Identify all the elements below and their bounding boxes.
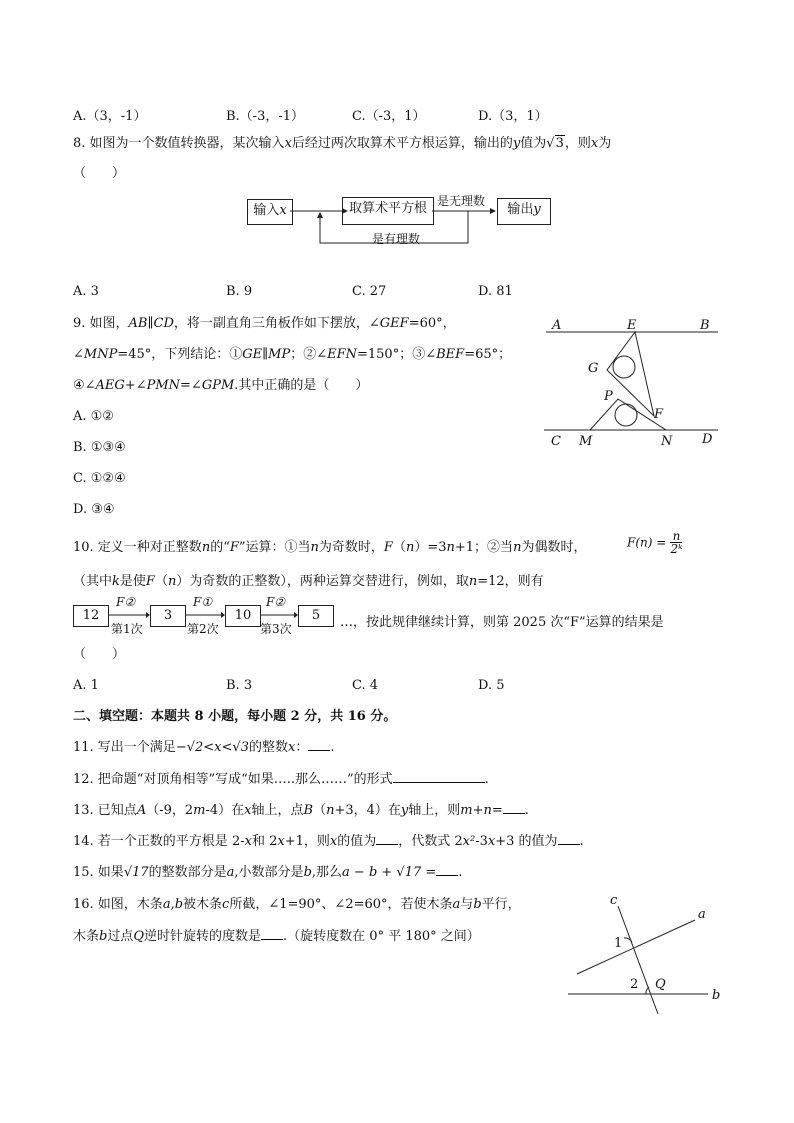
q10-chain-box-1: 12 bbox=[73, 605, 109, 627]
q9-label-f: F bbox=[654, 407, 664, 422]
q10-chain-box-3: 10 bbox=[225, 605, 261, 627]
q9-label-a: A bbox=[552, 318, 562, 333]
q16-answer-blank[interactable] bbox=[261, 939, 283, 940]
q8-option-d: D. 81 bbox=[478, 284, 513, 299]
q8-option-c: C. 27 bbox=[352, 284, 387, 299]
q9-label-c: C bbox=[551, 434, 561, 449]
section-2-title: 二、填空题：本题共 8 小题，每小题 2 分，共 16 分。 bbox=[73, 709, 397, 724]
q10-option-a: A. 1 bbox=[73, 678, 99, 693]
q14-answer-blank-2[interactable] bbox=[558, 844, 580, 845]
q8-paren: （ ） bbox=[73, 166, 126, 181]
q7-option-b: B.（-3，-1） bbox=[226, 109, 305, 124]
q9-label-d: D bbox=[702, 432, 713, 447]
q12-stem: 12. 把命题“对顶角相等”写成“如果…..那么……”的形式 . bbox=[73, 772, 489, 787]
q9-option-c: C. ①②④ bbox=[73, 471, 126, 486]
q9-stem-line1: 9. 如图，AB∥CD，将一副直角三角板作如下摆放，∠GEF=60°， bbox=[73, 316, 456, 331]
q10-formula: F(n) = $\frac{n}{\text{2ᵏ}}$ bbox=[627, 529, 683, 556]
q9-label-e: E bbox=[627, 318, 637, 333]
q8-input-box: 输入x bbox=[247, 199, 293, 225]
q7-option-d: D.（3，1） bbox=[478, 109, 548, 124]
q8-option-a: A. 3 bbox=[73, 284, 99, 299]
q15-stem: 15. 如果√17的整数部分是a,小数部分是b,那么a − b + √17 = . bbox=[73, 865, 463, 880]
q9-label-g: G bbox=[588, 361, 599, 376]
q9-label-n: N bbox=[661, 434, 673, 449]
q9-hole-lower bbox=[615, 404, 637, 426]
q10-stem-line1: 10. 定义一种对正整数n的“F”运算：①当n为奇数时，F（n）=3n+1；②当n为偶数时， bbox=[73, 540, 587, 555]
q8-rational-label: 是有理数 bbox=[372, 232, 421, 246]
q14-answer-blank-1[interactable] bbox=[376, 844, 398, 845]
q16-label-q: Q bbox=[655, 977, 666, 992]
q13-answer-blank[interactable] bbox=[503, 813, 525, 814]
q8-output-box: 输出y bbox=[497, 198, 551, 225]
q10-option-c: C. 4 bbox=[352, 678, 379, 693]
q10-step-3: 第3次 bbox=[260, 622, 292, 636]
q9-label-p: P bbox=[604, 389, 613, 404]
q10-op-1: F② bbox=[116, 595, 136, 609]
q11-answer-blank[interactable] bbox=[308, 750, 330, 751]
q9-option-a: A. ①② bbox=[73, 409, 114, 424]
q9-label-b: B bbox=[700, 318, 710, 333]
q16-label-c: c bbox=[610, 893, 618, 908]
q7-option-a: A.（3，-1） bbox=[73, 109, 147, 124]
q10-option-b: B. 3 bbox=[226, 678, 253, 693]
q10-stem-line2: （其中k是使F（n）为奇数的正整数），两种运算交替进行，例如，取n=12，则有 bbox=[73, 574, 544, 589]
q8-irrational-label: 是无理数 bbox=[437, 194, 486, 208]
q10-chain-box-4: 5 bbox=[298, 605, 334, 627]
q9-option-d: D. ③④ bbox=[73, 502, 115, 517]
q7-option-c: C.（-3，1） bbox=[352, 109, 426, 124]
q10-option-d: D. 5 bbox=[478, 678, 505, 693]
q16-angle-2-arc bbox=[646, 987, 649, 994]
q9-figure bbox=[538, 312, 728, 452]
q12-answer-blank[interactable] bbox=[393, 782, 485, 783]
q16-label-a: a bbox=[698, 907, 706, 922]
q16-stem-line2: 木条b过点Q逆时针旋转的度数是 .（旋转度数在 0° 平 180° 之间） bbox=[73, 929, 480, 944]
q16-label-1: 1 bbox=[614, 936, 623, 951]
q16-line-a bbox=[577, 920, 695, 974]
q10-paren: （ ） bbox=[73, 647, 126, 662]
q8-stem: 8. 如图为一个数值转换器，某次输入x后经过两次取算术平方根运算，输出的y值为√3，则x为 bbox=[73, 136, 612, 151]
q9-label-m: M bbox=[579, 434, 593, 449]
q10-step-1: 第1次 bbox=[111, 622, 143, 636]
q16-label-2: 2 bbox=[630, 977, 639, 992]
q15-answer-blank[interactable] bbox=[436, 875, 458, 876]
q10-step-2: 第2次 bbox=[187, 622, 219, 636]
q10-chain-box-2: 3 bbox=[150, 605, 186, 627]
q8-option-b: B. 9 bbox=[226, 284, 253, 299]
q10-stem-line3: …，按此规律继续计算，则第 2025 次“F”运算的结果是 bbox=[340, 615, 664, 630]
q10-op-2: F① bbox=[193, 595, 213, 609]
q9-hole-upper bbox=[613, 356, 635, 378]
q9-option-b: B. ①③④ bbox=[73, 440, 126, 455]
q8-process-box: 取算术平方根 bbox=[342, 197, 434, 225]
q9-stem-line3: ④∠AEG+∠PMN=∠GPM.其中正确的是（ ） bbox=[73, 378, 369, 393]
q9-stem-line2: ∠MNP=45°，下列结论：①GE∥MP；②∠EFN=150°；③∠BEF=65°； bbox=[73, 347, 512, 362]
q11-stem: 11. 写出一个满足−√2<x<√3的整数x： . bbox=[73, 740, 335, 755]
q16-figure bbox=[560, 890, 735, 1025]
q13-stem: 13. 已知点A（-9，2m-4）在x轴上，点B（n+3，4）在y轴上，则m+n= . bbox=[73, 803, 529, 818]
q14-stem: 14. 若一个正数的平方根是 2-x和 2x+1，则x的值为 ，代数式 2x²-3x+3 的值为 . bbox=[73, 834, 584, 849]
q16-stem-line1: 16. 如图，木条a,b被木条c所截，∠1=90°、∠2=60°，若使木条a与b平行， bbox=[73, 897, 521, 912]
q16-line-c bbox=[618, 906, 658, 1014]
q16-label-b: b bbox=[712, 988, 721, 1003]
q10-op-3: F② bbox=[266, 595, 286, 609]
